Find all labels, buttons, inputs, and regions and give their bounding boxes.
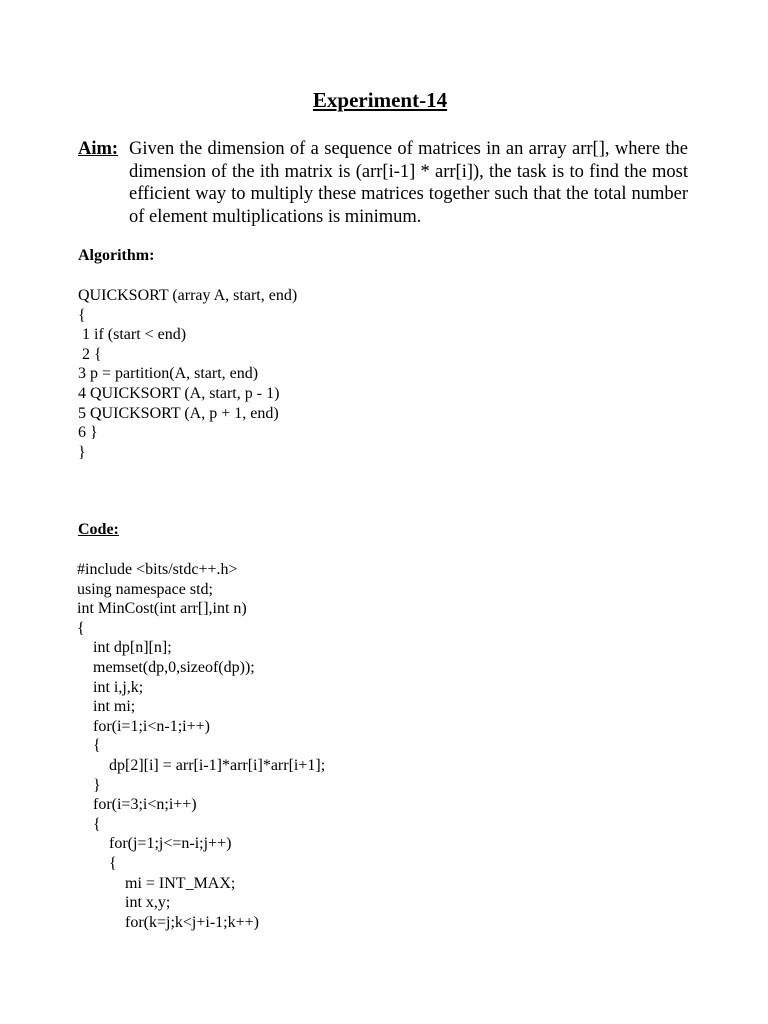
code-line: for(j=1;j<=n-i;j++) bbox=[77, 835, 232, 853]
code-line: int MinCost(int arr[],int n) bbox=[77, 600, 247, 618]
algorithm-heading: Algorithm: bbox=[78, 247, 155, 264]
code-line: for(i=3;i<n;i++) bbox=[77, 796, 197, 814]
code-line: { bbox=[77, 737, 101, 755]
algorithm-line: 5 QUICKSORT (A, p + 1, end) bbox=[78, 404, 279, 422]
code-line: { bbox=[77, 619, 85, 637]
code-line: } bbox=[77, 776, 101, 794]
code-line: { bbox=[77, 854, 117, 872]
code-line: for(k=j;k<j+i-1;k++) bbox=[77, 913, 259, 931]
code-line: dp[2][i] = arr[i-1]*arr[i]*arr[i+1]; bbox=[77, 756, 326, 774]
algorithm-line: { bbox=[78, 306, 86, 324]
code-line: { bbox=[77, 815, 101, 833]
algorithm-line: 2 { bbox=[78, 345, 102, 363]
code-block bbox=[77, 560, 325, 932]
algorithm-line: 3 p = partition(A, start, end) bbox=[78, 365, 259, 383]
code-heading: Code: bbox=[78, 521, 119, 538]
code-line: int i,j,k; bbox=[77, 678, 144, 696]
code-line: using namespace std; bbox=[77, 580, 213, 598]
code-line: int x,y; bbox=[77, 894, 171, 912]
code-line: memset(dp,0,sizeof(dp)); bbox=[77, 658, 255, 676]
code-line: int dp[n][n]; bbox=[77, 639, 172, 657]
code-line: #include <bits/stdc++.h> bbox=[77, 561, 238, 578]
algorithm-line: 6 } bbox=[78, 424, 98, 442]
algorithm-line: 1 if (start < end) bbox=[78, 326, 187, 344]
aim-label: Aim: bbox=[78, 139, 119, 159]
algorithm-line: QUICKSORT (array A, start, end) bbox=[78, 287, 298, 304]
algorithm-line: } bbox=[78, 443, 86, 461]
aim-text: Given the dimension of a sequence of matrices in an array arr[], where the dimension of the ith matrix is (arr[i-1] * arr[i]), the task is to find the most efficient way to multiply these matrices together such that the total number of element multiplications is minimum. bbox=[129, 139, 688, 227]
aim-section bbox=[78, 138, 688, 228]
code-line: int mi; bbox=[77, 698, 136, 716]
code-line: for(i=1;i<n-1;i++) bbox=[77, 717, 210, 735]
code-line: mi = INT_MAX; bbox=[77, 874, 236, 892]
page-title: Experiment-14 bbox=[312, 88, 448, 112]
algorithm-block bbox=[78, 286, 297, 462]
algorithm-line: 4 QUICKSORT (A, start, p - 1) bbox=[78, 384, 280, 402]
